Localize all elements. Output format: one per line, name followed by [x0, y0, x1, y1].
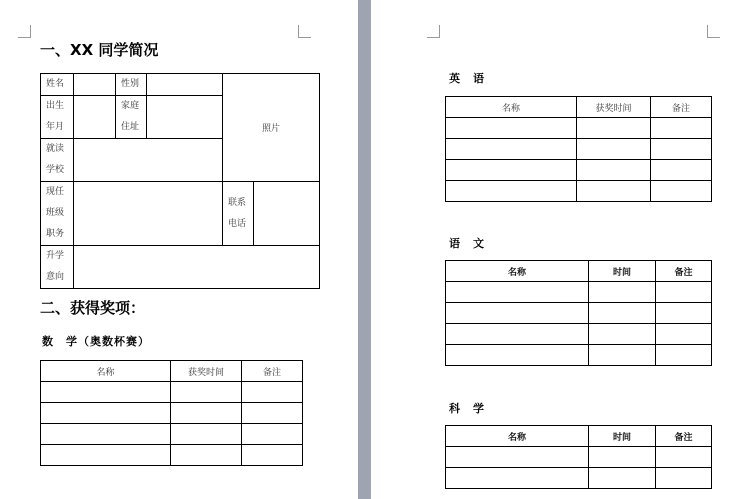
column-header-name: 名称	[41, 361, 171, 382]
table-row	[446, 324, 712, 345]
table-cell[interactable]	[577, 181, 651, 202]
table-cell[interactable]	[446, 468, 589, 489]
table-cell[interactable]	[446, 303, 589, 324]
table-cell[interactable]	[446, 139, 577, 160]
intent-label-line2: 意向	[46, 272, 65, 282]
table-cell[interactable]	[171, 445, 242, 466]
margin-corner-mark	[298, 25, 311, 38]
margin-corner-mark	[427, 25, 440, 38]
table-cell[interactable]	[589, 447, 656, 468]
chinese-award-heading: 语 文	[449, 237, 485, 250]
school-value-cell[interactable]	[74, 139, 223, 182]
table-cell[interactable]	[651, 181, 712, 202]
class-post-label-line3: 职务	[46, 229, 65, 239]
table-cell[interactable]	[446, 160, 577, 181]
column-header-remarks: 备注	[242, 361, 303, 382]
table-cell[interactable]	[446, 345, 589, 366]
table-cell[interactable]	[171, 424, 242, 445]
table-cell[interactable]	[651, 139, 712, 160]
phone-value-cell[interactable]	[254, 182, 320, 246]
table-cell[interactable]	[41, 382, 171, 403]
name-label: 姓名	[41, 74, 74, 96]
table-cell[interactable]	[446, 282, 589, 303]
birth-label-line1: 出生	[46, 101, 65, 111]
gender-label: 性别	[116, 74, 147, 96]
school-label-line2: 学校	[46, 165, 65, 175]
awards-section-title: 二、获得奖项：	[40, 299, 146, 317]
table-cell[interactable]	[589, 324, 656, 345]
science-award-heading: 科 学	[449, 402, 485, 415]
table-cell[interactable]	[41, 445, 171, 466]
table-cell[interactable]	[242, 382, 303, 403]
table-row	[446, 282, 712, 303]
table-row	[446, 118, 712, 139]
gender-value-cell[interactable]	[147, 74, 223, 96]
column-header-award-time: 获奖时间	[577, 97, 651, 118]
table-cell[interactable]	[589, 345, 656, 366]
intent-label	[41, 246, 74, 289]
table-cell[interactable]	[589, 468, 656, 489]
birth-value-cell[interactable]	[74, 96, 116, 139]
column-header-name: 名称	[446, 97, 577, 118]
table-cell[interactable]	[242, 445, 303, 466]
column-header-name: 名称	[446, 261, 589, 282]
english-award-table	[445, 96, 712, 202]
table-cell[interactable]	[656, 303, 712, 324]
table-row	[41, 424, 303, 445]
table-row	[446, 447, 712, 468]
intent-value-cell[interactable]	[74, 246, 320, 289]
table-row	[446, 139, 712, 160]
margin-corner-mark	[707, 25, 720, 38]
class-post-label-line2: 班级	[46, 208, 65, 218]
table-cell[interactable]	[446, 324, 589, 345]
table-row	[446, 345, 712, 366]
birth-label-line2: 年月	[46, 122, 65, 132]
column-header-time: 时间	[589, 261, 656, 282]
math-award-heading: 数 学（奥数杯赛）	[42, 335, 150, 348]
page-gutter	[358, 0, 371, 499]
class-post-label-line1: 现任	[46, 187, 65, 197]
birth-label	[41, 96, 74, 139]
column-header-time: 时间	[589, 426, 656, 447]
table-cell[interactable]	[446, 447, 589, 468]
name-value-cell[interactable]	[74, 74, 116, 96]
document-page-right	[371, 0, 746, 499]
school-label	[41, 139, 74, 182]
english-award-heading: 英 语	[449, 72, 485, 85]
intent-label-line1: 升学	[46, 251, 65, 261]
table-cell[interactable]	[242, 403, 303, 424]
table-row	[446, 303, 712, 324]
table-row	[446, 468, 712, 489]
profile-section-title: 一、XX 同学简况	[40, 41, 159, 59]
phone-label	[223, 182, 254, 246]
class-post-label	[41, 182, 74, 246]
table-cell[interactable]	[651, 118, 712, 139]
chinese-award-table	[445, 260, 712, 366]
table-row	[446, 160, 712, 181]
table-cell[interactable]	[41, 403, 171, 424]
table-cell[interactable]	[656, 447, 712, 468]
table-cell[interactable]	[171, 403, 242, 424]
science-award-table	[445, 425, 712, 489]
table-row	[41, 382, 303, 403]
table-cell[interactable]	[577, 139, 651, 160]
table-cell[interactable]	[656, 468, 712, 489]
table-cell[interactable]	[651, 160, 712, 181]
student-info-table	[40, 73, 320, 289]
column-header-remarks: 备注	[656, 261, 712, 282]
table-cell[interactable]	[171, 382, 242, 403]
table-cell[interactable]	[41, 424, 171, 445]
column-header-remarks: 备注	[651, 97, 712, 118]
column-header-award-time: 获奖时间	[171, 361, 242, 382]
school-label-line1: 就读	[46, 144, 65, 154]
table-row	[41, 445, 303, 466]
table-cell[interactable]	[589, 282, 656, 303]
table-cell[interactable]	[446, 181, 577, 202]
table-cell[interactable]	[656, 324, 712, 345]
phone-label-line1: 联系	[228, 197, 247, 208]
table-cell[interactable]	[589, 303, 656, 324]
address-value-cell[interactable]	[147, 96, 223, 139]
table-row	[446, 181, 712, 202]
address-label	[116, 96, 147, 139]
table-cell[interactable]	[656, 345, 712, 366]
document-page-left	[0, 0, 358, 499]
address-label-line1: 家庭	[121, 101, 140, 111]
margin-corner-mark	[18, 25, 31, 38]
table-cell[interactable]	[577, 160, 651, 181]
column-header-name: 名称	[446, 426, 589, 447]
class-post-value-cell[interactable]	[74, 182, 223, 246]
table-cell[interactable]	[577, 118, 651, 139]
phone-label-line2: 电话	[228, 218, 247, 229]
table-cell[interactable]	[446, 118, 577, 139]
table-cell[interactable]	[242, 424, 303, 445]
column-header-remarks: 备注	[656, 426, 712, 447]
table-cell[interactable]	[656, 282, 712, 303]
table-row	[41, 403, 303, 424]
address-label-line2: 住址	[121, 122, 140, 132]
photo-cell[interactable]	[223, 74, 320, 182]
math-award-table	[40, 360, 303, 466]
photo-label: 照片	[262, 124, 281, 134]
